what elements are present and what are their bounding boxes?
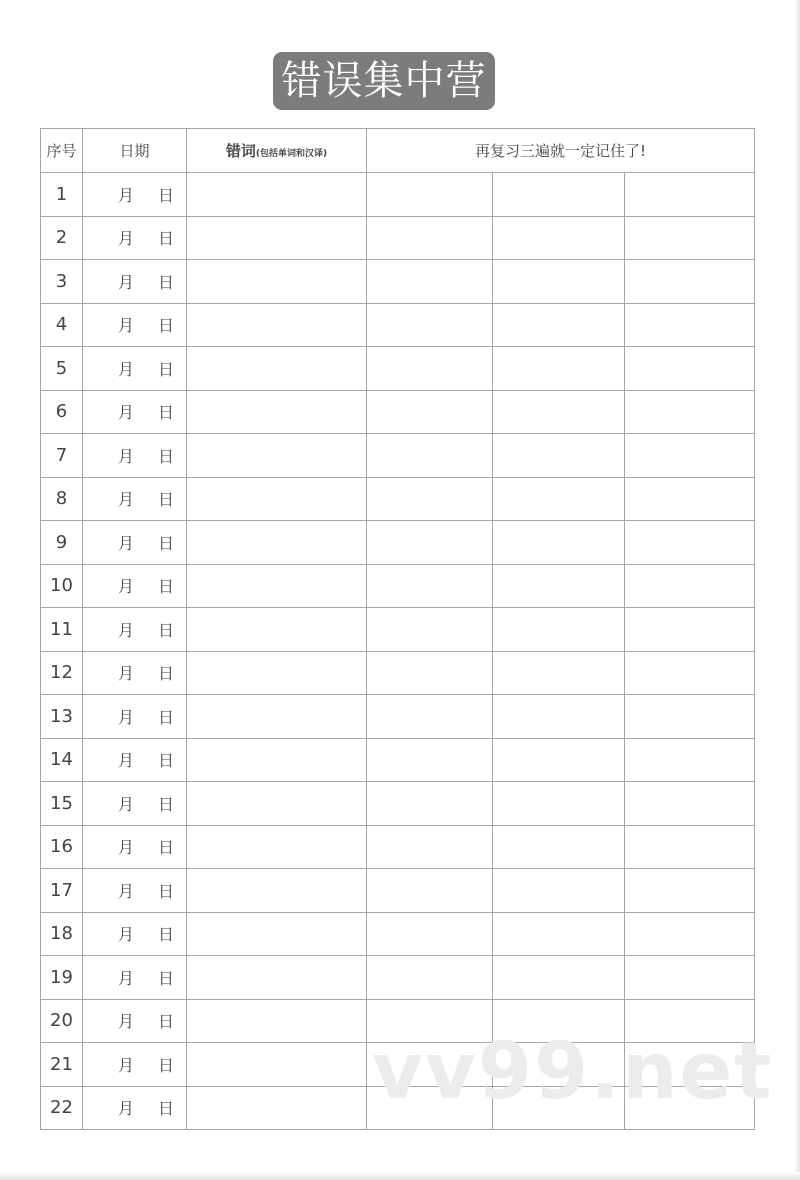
page-title: 错误集中营	[273, 52, 495, 110]
review-cell-2[interactable]	[493, 999, 625, 1043]
day-label: 日	[157, 838, 174, 858]
row-index: 14	[41, 738, 83, 782]
review-cell-2[interactable]	[493, 521, 625, 565]
review-cell-3[interactable]	[625, 1043, 755, 1087]
word-cell[interactable]	[187, 651, 367, 695]
review-cell-2[interactable]	[493, 608, 625, 652]
row-date	[83, 173, 187, 217]
row-date	[83, 999, 187, 1043]
review-cell-1[interactable]	[367, 608, 493, 652]
review-cell-1[interactable]	[367, 999, 493, 1043]
day-label: 日	[157, 229, 174, 249]
review-cell-3[interactable]	[625, 999, 755, 1043]
month-label: 月	[118, 1099, 135, 1119]
word-cell[interactable]	[187, 912, 367, 956]
table-body	[41, 173, 774, 1130]
review-cell-1[interactable]	[367, 173, 493, 217]
table-row	[41, 1043, 755, 1087]
day-label: 日	[157, 751, 174, 771]
review-cell-1[interactable]	[367, 738, 493, 782]
header-word	[187, 129, 367, 173]
row-index: 12	[41, 651, 83, 695]
review-cell-1[interactable]	[367, 347, 493, 391]
review-cell-2[interactable]	[493, 912, 625, 956]
review-cell-2[interactable]	[493, 869, 625, 913]
month-label: 月	[118, 446, 135, 466]
table-row	[41, 1086, 755, 1130]
day-label: 日	[157, 925, 174, 945]
month-label: 月	[118, 359, 135, 379]
review-cell-3[interactable]	[625, 303, 755, 347]
review-cell-1[interactable]	[367, 1043, 493, 1087]
day-label: 日	[157, 1012, 174, 1032]
word-cell[interactable]	[187, 216, 367, 260]
review-cell-2[interactable]	[493, 825, 625, 869]
month-label: 月	[118, 968, 135, 988]
day-label: 日	[157, 403, 174, 423]
page-edge-shadow	[794, 0, 800, 1180]
review-cell-1[interactable]	[367, 477, 493, 521]
header-review: 再复习三遍就一定记住了!	[367, 129, 755, 173]
review-cell-1[interactable]	[367, 216, 493, 260]
row-date	[83, 825, 187, 869]
table-row	[41, 825, 755, 869]
row-index: 16	[41, 825, 83, 869]
row-date	[83, 434, 187, 478]
review-cell-3[interactable]	[625, 738, 755, 782]
row-index: 4	[41, 303, 83, 347]
table-row	[41, 521, 755, 565]
day-label: 日	[157, 533, 174, 553]
day-label: 日	[157, 1055, 174, 1075]
review-cell-3[interactable]	[625, 390, 755, 434]
header-index: 序号	[41, 129, 83, 173]
month-label: 月	[118, 794, 135, 814]
word-cell[interactable]	[187, 956, 367, 1000]
row-date	[83, 695, 187, 739]
word-cell[interactable]	[187, 738, 367, 782]
word-cell[interactable]	[187, 825, 367, 869]
row-date	[83, 912, 187, 956]
word-cell[interactable]	[187, 303, 367, 347]
month-label: 月	[118, 664, 135, 684]
row-index: 17	[41, 869, 83, 913]
review-cell-2[interactable]	[493, 956, 625, 1000]
word-cell[interactable]	[187, 390, 367, 434]
table-row	[41, 477, 755, 521]
review-cell-3[interactable]	[625, 695, 755, 739]
table-row	[41, 738, 755, 782]
word-cell[interactable]	[187, 1086, 367, 1130]
review-cell-2[interactable]	[493, 1043, 625, 1087]
row-date	[83, 564, 187, 608]
word-cell[interactable]	[187, 434, 367, 478]
month-label: 月	[118, 751, 135, 771]
row-index: 20	[41, 999, 83, 1043]
word-cell[interactable]	[187, 477, 367, 521]
month-label: 月	[118, 185, 135, 205]
row-date	[83, 390, 187, 434]
review-cell-2[interactable]	[493, 738, 625, 782]
row-date	[83, 260, 187, 304]
month-label: 月	[118, 316, 135, 336]
day-label: 日	[157, 794, 174, 814]
row-index: 2	[41, 216, 83, 260]
header-date: 日期	[83, 129, 187, 173]
review-cell-1[interactable]	[367, 434, 493, 478]
review-cell-2[interactable]	[493, 477, 625, 521]
row-date	[83, 1086, 187, 1130]
word-cell[interactable]	[187, 695, 367, 739]
row-index: 3	[41, 260, 83, 304]
row-date	[83, 782, 187, 826]
month-label: 月	[118, 533, 135, 553]
header-word-label: 错词	[225, 142, 256, 160]
review-cell-1[interactable]	[367, 782, 493, 826]
row-index: 11	[41, 608, 83, 652]
review-cell-3[interactable]	[625, 956, 755, 1000]
table-row	[41, 303, 755, 347]
review-cell-2[interactable]	[493, 347, 625, 391]
review-cell-2[interactable]	[493, 434, 625, 478]
review-cell-3[interactable]	[625, 912, 755, 956]
day-label: 日	[157, 577, 174, 597]
review-cell-2[interactable]	[493, 173, 625, 217]
review-cell-3[interactable]	[625, 216, 755, 260]
review-cell-3[interactable]	[625, 347, 755, 391]
review-cell-3[interactable]	[625, 477, 755, 521]
row-index: 8	[41, 477, 83, 521]
day-label: 日	[157, 490, 174, 510]
month-label: 月	[118, 577, 135, 597]
day-label: 日	[157, 881, 174, 901]
row-index: 18	[41, 912, 83, 956]
review-cell-1[interactable]	[367, 1086, 493, 1130]
word-cell[interactable]	[187, 564, 367, 608]
review-cell-3[interactable]	[625, 434, 755, 478]
day-label: 日	[157, 707, 174, 727]
word-cell[interactable]	[187, 869, 367, 913]
row-index: 21	[41, 1043, 83, 1087]
review-cell-2[interactable]	[493, 216, 625, 260]
mistake-table	[40, 128, 774, 1130]
month-label: 月	[118, 1012, 135, 1032]
row-date	[83, 1043, 187, 1087]
review-cell-3[interactable]	[625, 521, 755, 565]
row-index: 9	[41, 521, 83, 565]
row-date	[83, 303, 187, 347]
table-row	[41, 695, 755, 739]
row-index: 15	[41, 782, 83, 826]
review-cell-1[interactable]	[367, 825, 493, 869]
review-cell-2[interactable]	[493, 695, 625, 739]
review-cell-3[interactable]	[625, 260, 755, 304]
review-cell-3[interactable]	[625, 564, 755, 608]
table-row	[41, 347, 755, 391]
word-cell[interactable]	[187, 521, 367, 565]
row-index: 10	[41, 564, 83, 608]
table-row	[41, 999, 755, 1043]
row-date	[83, 651, 187, 695]
month-label: 月	[118, 881, 135, 901]
review-cell-2[interactable]	[493, 260, 625, 304]
review-cell-1[interactable]	[367, 390, 493, 434]
table-row	[41, 869, 755, 913]
word-cell[interactable]	[187, 260, 367, 304]
table-row	[41, 564, 755, 608]
header-word-note: (包括单词和汉译)	[255, 149, 328, 159]
review-cell-1[interactable]	[367, 912, 493, 956]
row-date	[83, 477, 187, 521]
word-cell[interactable]	[187, 782, 367, 826]
row-date	[83, 956, 187, 1000]
review-cell-2[interactable]	[493, 782, 625, 826]
row-index: 22	[41, 1086, 83, 1130]
table-row	[41, 260, 755, 304]
month-label: 月	[118, 229, 135, 249]
day-label: 日	[157, 359, 174, 379]
row-index: 19	[41, 956, 83, 1000]
review-cell-3[interactable]	[625, 782, 755, 826]
month-label: 月	[118, 620, 135, 640]
table-row	[41, 390, 755, 434]
review-cell-3[interactable]	[625, 173, 755, 217]
day-label: 日	[157, 968, 174, 988]
day-label: 日	[157, 446, 174, 466]
day-label: 日	[157, 620, 174, 640]
review-cell-2[interactable]	[493, 651, 625, 695]
table-row	[41, 782, 755, 826]
row-date	[83, 521, 187, 565]
review-cell-2[interactable]	[493, 303, 625, 347]
row-date	[83, 216, 187, 260]
review-cell-2[interactable]	[493, 1086, 625, 1130]
row-date	[83, 608, 187, 652]
month-label: 月	[118, 272, 135, 292]
review-cell-3[interactable]	[625, 608, 755, 652]
table-row	[41, 173, 755, 217]
review-cell-3[interactable]	[625, 651, 755, 695]
review-cell-1[interactable]	[367, 956, 493, 1000]
table-row	[41, 912, 755, 956]
row-index: 7	[41, 434, 83, 478]
word-cell[interactable]	[187, 999, 367, 1043]
table-row	[41, 956, 755, 1000]
word-cell[interactable]	[187, 608, 367, 652]
review-cell-1[interactable]	[367, 260, 493, 304]
word-cell[interactable]	[187, 173, 367, 217]
table-row	[41, 651, 755, 695]
table-row	[41, 216, 755, 260]
review-cell-1[interactable]	[367, 521, 493, 565]
row-date	[83, 738, 187, 782]
row-index: 1	[41, 173, 83, 217]
watermark: vv99.net	[372, 1027, 774, 1117]
row-index: 5	[41, 347, 83, 391]
review-cell-1[interactable]	[367, 869, 493, 913]
day-label: 日	[157, 1099, 174, 1119]
review-cell-1[interactable]	[367, 564, 493, 608]
review-cell-3[interactable]	[625, 825, 755, 869]
review-cell-3[interactable]	[625, 1086, 755, 1130]
row-index: 6	[41, 390, 83, 434]
month-label: 月	[118, 925, 135, 945]
month-label: 月	[118, 490, 135, 510]
review-cell-3[interactable]	[625, 869, 755, 913]
month-label: 月	[118, 707, 135, 727]
day-label: 日	[157, 272, 174, 292]
day-label: 日	[157, 185, 174, 205]
day-label: 日	[157, 664, 174, 684]
day-label: 日	[157, 316, 174, 336]
table-row	[41, 434, 755, 478]
row-date	[83, 347, 187, 391]
row-index: 13	[41, 695, 83, 739]
page-bottom-shadow	[0, 1172, 800, 1180]
table-row	[41, 608, 755, 652]
month-label: 月	[118, 403, 135, 423]
row-date	[83, 869, 187, 913]
review-cell-2[interactable]	[493, 390, 625, 434]
review-cell-1[interactable]	[367, 651, 493, 695]
review-cell-1[interactable]	[367, 695, 493, 739]
month-label: 月	[118, 838, 135, 858]
table-header-row	[41, 129, 755, 173]
month-label: 月	[118, 1055, 135, 1075]
review-cell-2[interactable]	[493, 564, 625, 608]
review-cell-1[interactable]	[367, 303, 493, 347]
word-cell[interactable]	[187, 347, 367, 391]
word-cell[interactable]	[187, 1043, 367, 1087]
